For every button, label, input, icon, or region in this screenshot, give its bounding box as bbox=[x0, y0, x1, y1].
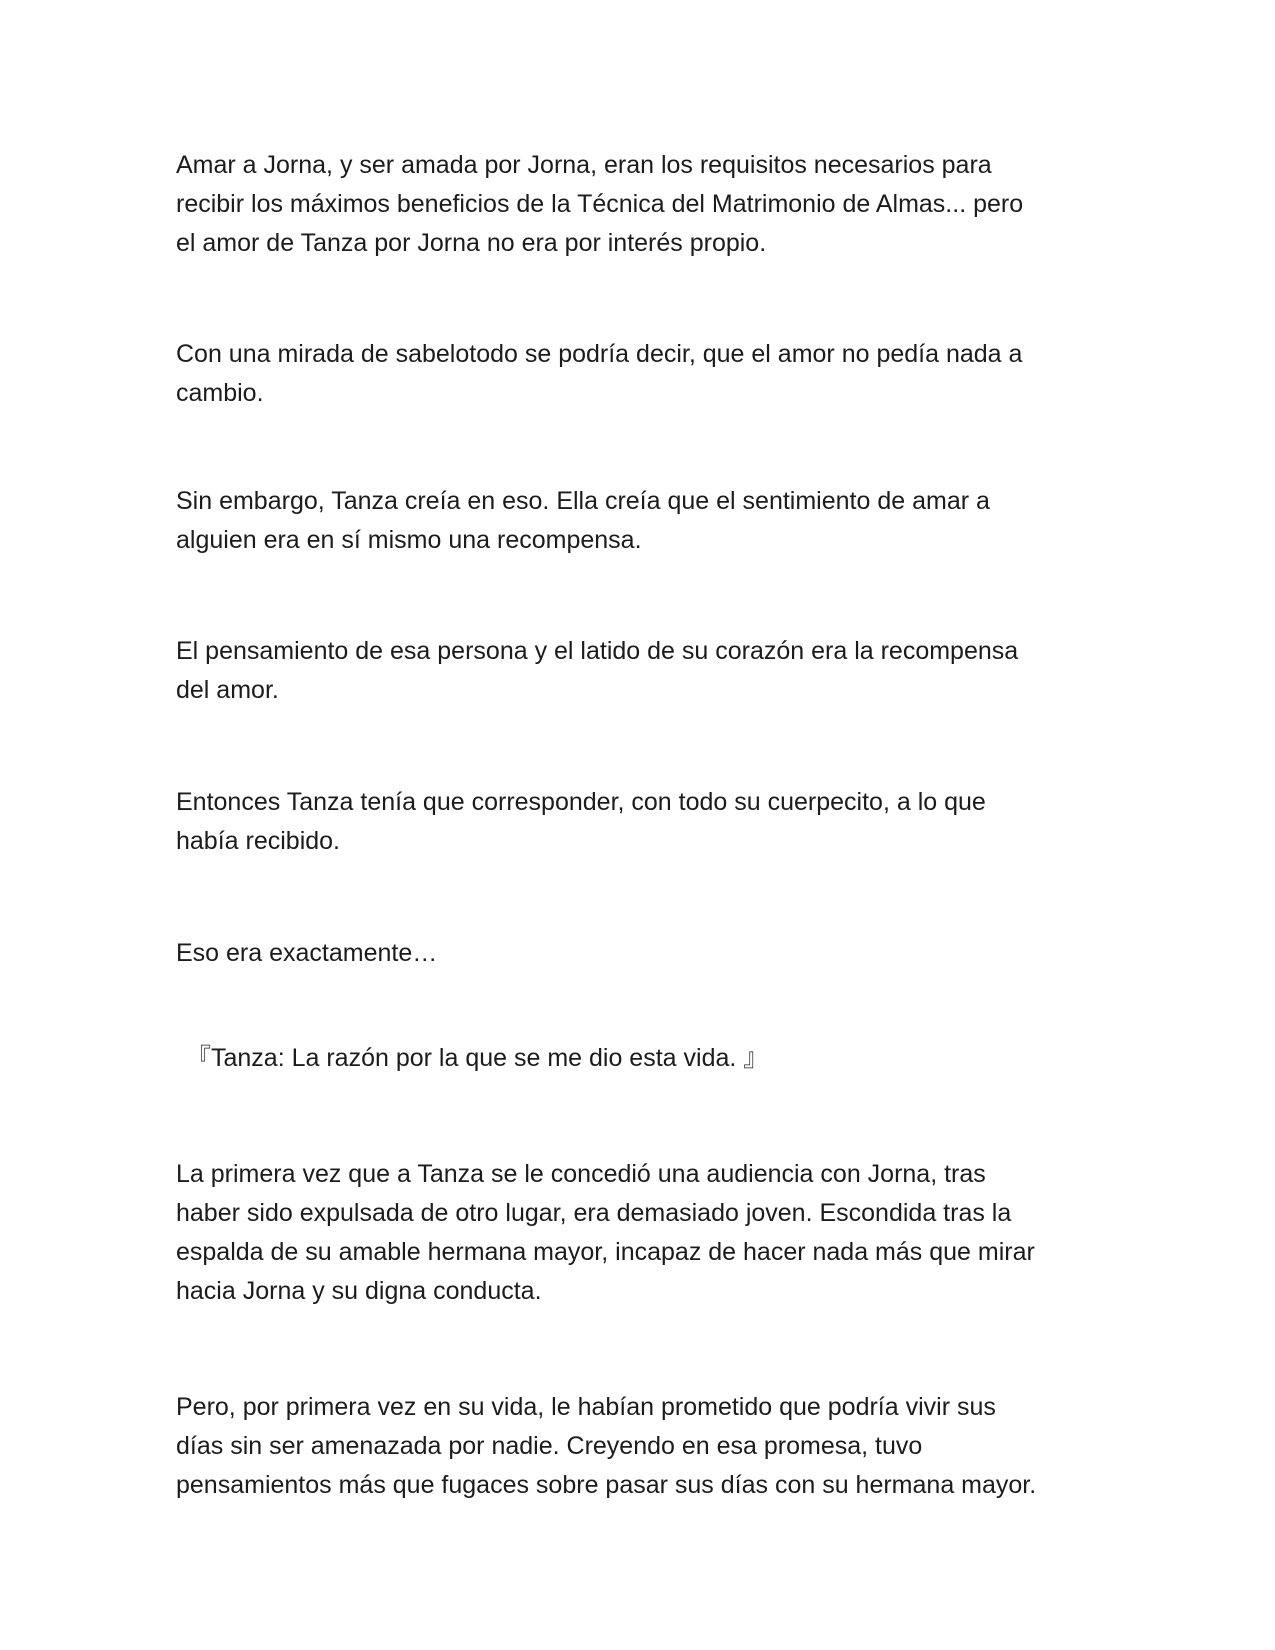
paragraph-spacer bbox=[176, 861, 1096, 934]
paragraph-line: alguien era en sí mismo una recompensa. bbox=[176, 526, 642, 554]
paragraph-spacer bbox=[176, 560, 1096, 632]
paragraph-line: Pero, por primera vez en su vida, le habían prometido que podría vivir sus bbox=[176, 1393, 996, 1421]
paragraph-line: recibir los máximos beneficios de la Técnica del Matrimonio de Almas... pero bbox=[176, 190, 1024, 218]
paragraph-line: había recibido. bbox=[176, 827, 341, 855]
paragraph-5 bbox=[176, 783, 1096, 861]
paragraph-spacer bbox=[176, 1078, 1096, 1155]
paragraph-spacer bbox=[176, 263, 1096, 335]
paragraph-line: El pensamiento de esa persona y el latido de su corazón era la recompensa bbox=[176, 637, 1019, 665]
paragraph-line: hacia Jorna y su digna conducta. bbox=[176, 1277, 542, 1305]
paragraph-1 bbox=[176, 146, 1096, 263]
paragraph-line: haber sido expulsada de otro lugar, era demasiado joven. Escondida tras la bbox=[176, 1199, 1012, 1227]
dialogue-line bbox=[176, 1039, 1096, 1078]
paragraph-line: Sin embargo, Tanza creía en eso. Ella creía que el sentimiento de amar a bbox=[176, 487, 990, 515]
paragraph-6 bbox=[176, 934, 1096, 973]
paragraph-3 bbox=[176, 482, 1096, 560]
paragraph-spacer bbox=[176, 413, 1096, 482]
paragraph-line: días sin ser amenazada por nadie. Creyendo en esa promesa, tuvo bbox=[176, 1432, 923, 1460]
paragraph-spacer bbox=[176, 710, 1096, 783]
paragraph-line: La primera vez que a Tanza se le concedió una audiencia con Jorna, tras bbox=[176, 1160, 986, 1188]
paragraph-spacer bbox=[176, 1311, 1096, 1388]
paragraph-line: el amor de Tanza por Jorna no era por interés propio. bbox=[176, 229, 767, 257]
paragraph-line: Con una mirada de sabelotodo se podría decir, que el amor no pedía nada a bbox=[176, 340, 1023, 368]
paragraph-2 bbox=[176, 335, 1096, 413]
paragraph-line: pensamientos más que fugaces sobre pasar sus días con su hermana mayor. bbox=[176, 1471, 1037, 1499]
paragraph-line: cambio. bbox=[176, 379, 264, 407]
text-body bbox=[176, 146, 1096, 1505]
paragraph-line: 『Tanza: La razón por la que se me dio esta vida. 』 bbox=[186, 1044, 769, 1072]
paragraph-line: Eso era exactamente… bbox=[176, 939, 438, 967]
paragraph-9 bbox=[176, 1388, 1096, 1505]
paragraph-line: espalda de su amable hermana mayor, incapaz de hacer nada más que mirar bbox=[176, 1238, 1035, 1266]
paragraph-8 bbox=[176, 1155, 1096, 1311]
paragraph-line: Amar a Jorna, y ser amada por Jorna, eran los requisitos necesarios para bbox=[176, 151, 992, 179]
paragraph-line: del amor. bbox=[176, 676, 279, 704]
paragraph-4 bbox=[176, 632, 1096, 710]
paragraph-spacer bbox=[176, 973, 1096, 1039]
paragraph-line: Entonces Tanza tenía que corresponder, con todo su cuerpecito, a lo que bbox=[176, 788, 986, 816]
